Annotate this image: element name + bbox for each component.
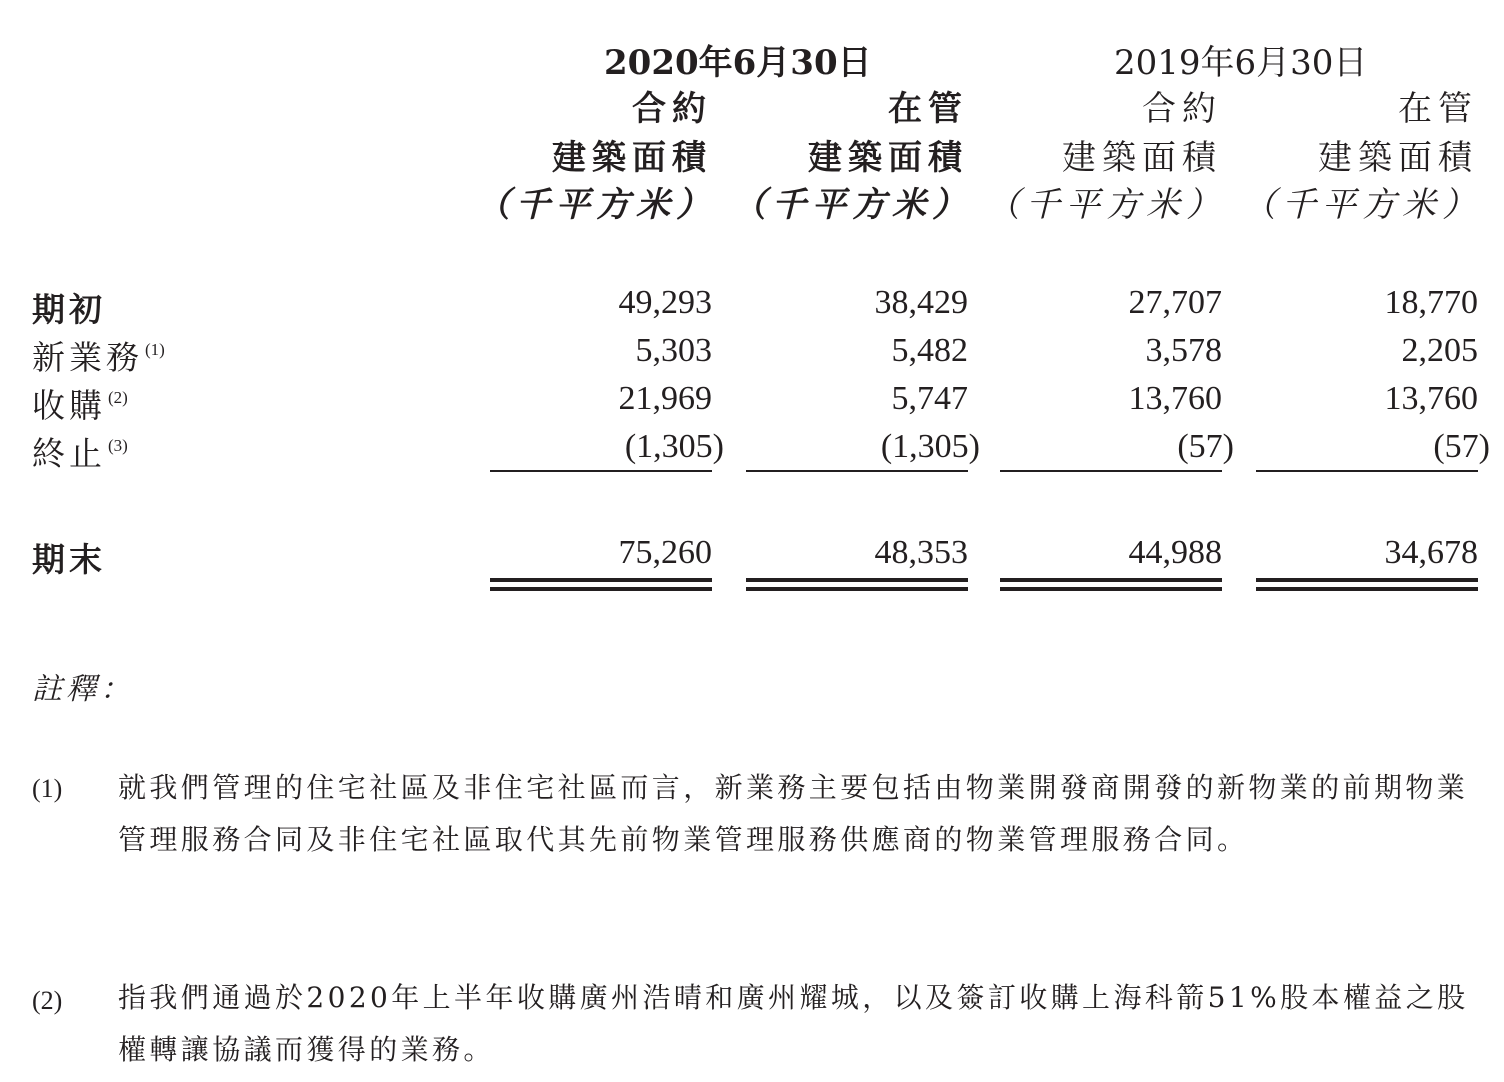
table-cell: (57) <box>1433 428 1490 465</box>
col2-header-line2: 建築面積 <box>808 138 968 178</box>
note-text: 就我們管理的住宅社區及非住宅社區而言，新業務主要包括由物業開發商開發的新物業的前期物業管理服務合同及非住宅社區取代其先前物業管理服務供應商的物業管理服務合同。 <box>118 771 1469 856</box>
table-cell: 2,205 <box>1401 332 1478 369</box>
footnote-ref: (1) <box>145 340 165 359</box>
row-label-termination: 終止 $^{(3)}$ <box>32 434 128 473</box>
total-rule-bottom <box>490 587 712 591</box>
note-number: (1) <box>32 774 63 803</box>
period-header-2020: 2020年6月30日 <box>604 43 872 83</box>
table-cell: 75,260 <box>618 534 712 571</box>
table-cell: 18,770 <box>1384 284 1478 321</box>
period-header-2019: 2019年6月30日 <box>1114 43 1368 83</box>
subtotal-rule <box>746 470 968 472</box>
row-label-closing: 期末 <box>32 540 106 579</box>
table-cell: (57) <box>1177 428 1234 465</box>
col3-header-line1: 合約 <box>1142 89 1222 129</box>
col1-header-line2: 建築面積 <box>552 138 712 178</box>
subtotal-rule <box>1000 470 1222 472</box>
table-cell: 13,760 <box>1384 380 1478 417</box>
col2-header-line1: 在管 <box>888 89 968 129</box>
subtotal-rule <box>490 470 712 472</box>
table-cell: 34,678 <box>1384 534 1478 571</box>
row-label-acquisition: 收購 $^{(2)}$ <box>32 386 128 425</box>
col3-header-line2: 建築面積 <box>1062 138 1222 178</box>
notes-heading: 註釋： <box>32 672 134 707</box>
col3-header-unit: （千平方米） <box>986 185 1226 225</box>
note-text: 指我們通過於2020年上半年收購廣州浩晴和廣州耀城，以及簽訂收購上海科箭51%股本權益之股權轉讓協議而獲得的業務。 <box>118 981 1469 1066</box>
row-label-opening: 期初 <box>32 290 106 329</box>
total-rule-bottom <box>746 587 968 591</box>
col1-header-line1: 合約 <box>632 89 712 129</box>
table-cell: 27,707 <box>1128 284 1222 321</box>
total-rule-top <box>490 578 712 582</box>
table-cell: 38,429 <box>874 284 968 321</box>
total-rule-top <box>1000 578 1222 582</box>
col4-header-line1: 在管 <box>1398 89 1478 129</box>
table-cell: 48,353 <box>874 534 968 571</box>
total-rule-bottom <box>1000 587 1222 591</box>
total-rule-top <box>1256 578 1478 582</box>
table-cell: (1,305) <box>880 428 980 465</box>
table-cell: 5,303 <box>635 332 712 369</box>
table-cell: 5,482 <box>891 332 968 369</box>
table-cell: 3,578 <box>1145 332 1222 369</box>
col4-header-line2: 建築面積 <box>1318 138 1478 178</box>
row-label-new-business: 新業務 $^{(1)}$ <box>32 338 165 377</box>
col4-header-unit: （千平方米） <box>1242 185 1482 225</box>
col2-header-unit: （千平方米） <box>732 185 972 225</box>
total-rule-top <box>746 578 968 582</box>
total-rule-bottom <box>1256 587 1478 591</box>
col1-header-unit: （千平方米） <box>476 185 716 225</box>
table-cell: 5,747 <box>891 380 968 417</box>
table-cell: (1,305) <box>624 428 724 465</box>
footnote-ref: (2) <box>108 388 128 407</box>
note-number: (2) <box>32 986 63 1015</box>
subtotal-rule <box>1256 470 1478 472</box>
table-cell: 49,293 <box>618 284 712 321</box>
table-cell: 13,760 <box>1128 380 1222 417</box>
footnote-ref: (3) <box>108 436 128 455</box>
table-cell: 44,988 <box>1128 534 1222 571</box>
table-cell: 21,969 <box>618 380 712 417</box>
